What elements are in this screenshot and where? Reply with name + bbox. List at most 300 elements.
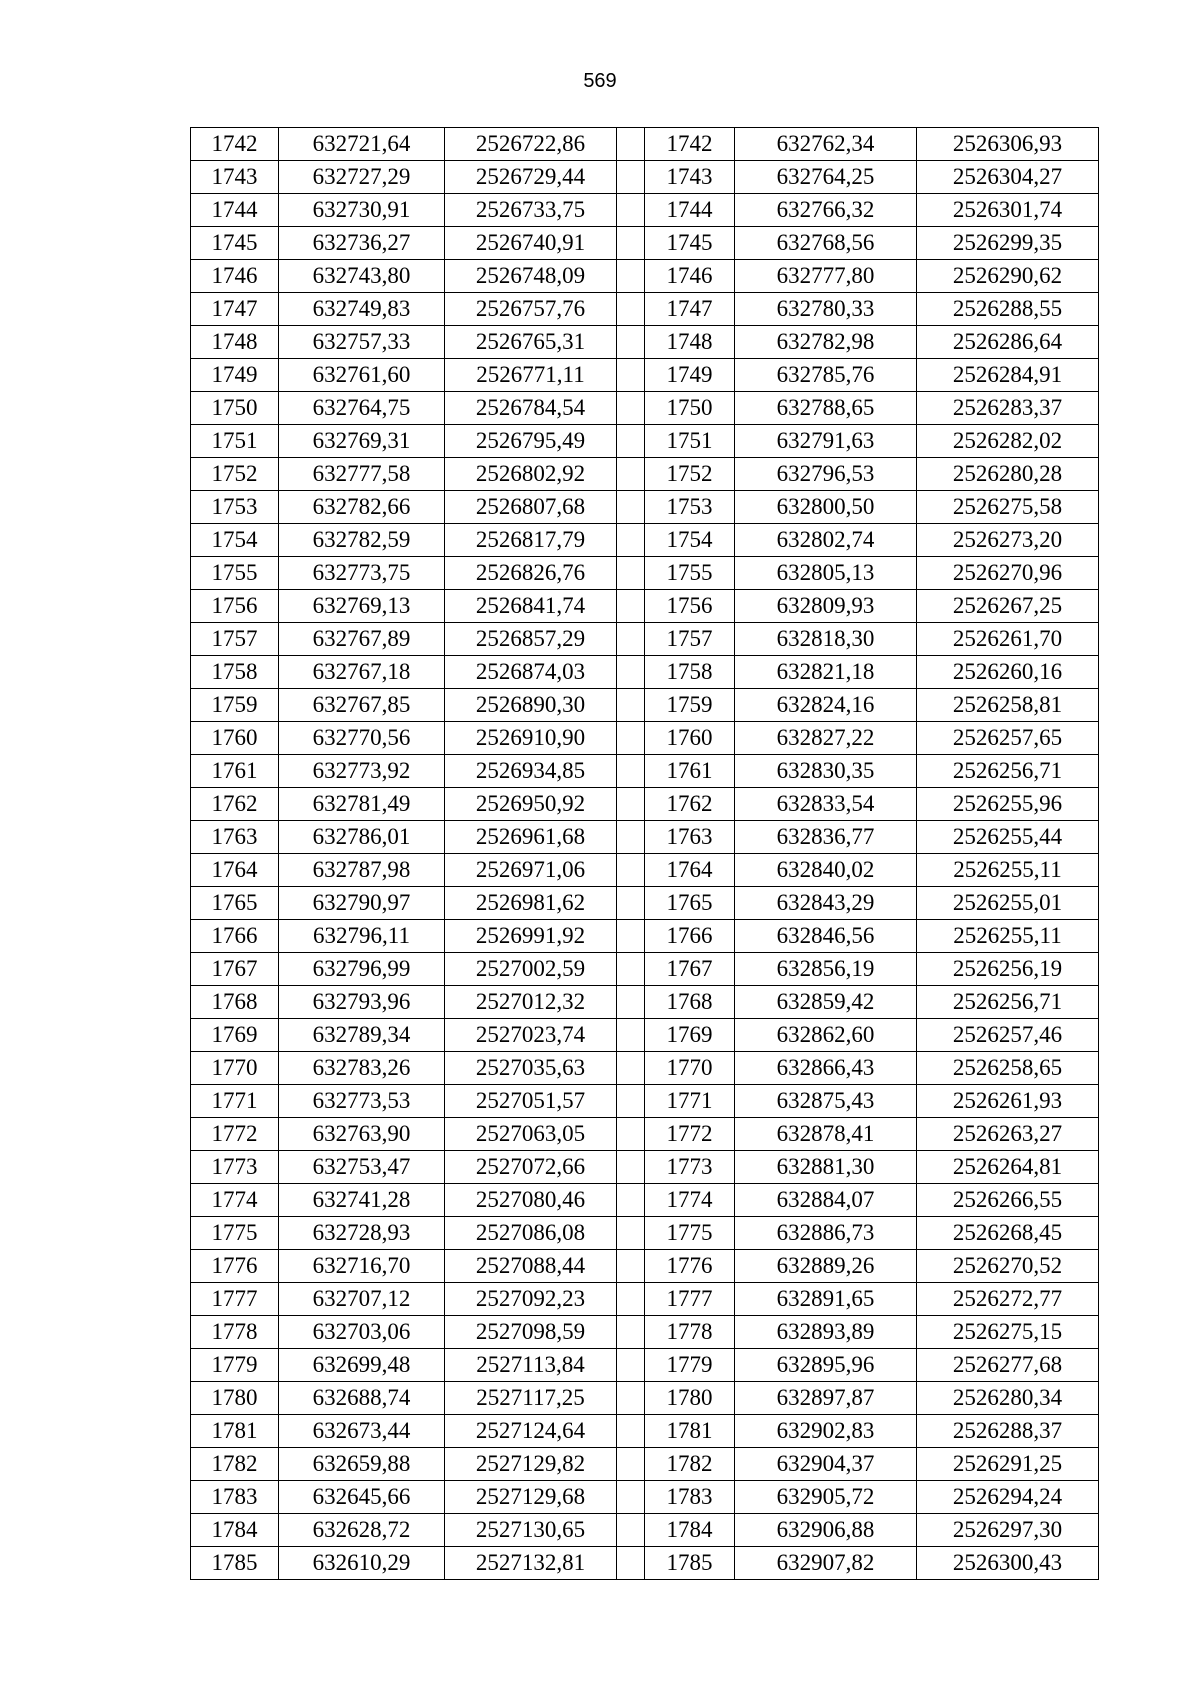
y-coordinate-cell: 2526288,37	[917, 1415, 1099, 1448]
y-coordinate-cell: 2527023,74	[445, 1019, 617, 1052]
x-coordinate-cell: 632840,02	[735, 854, 917, 887]
spacer-cell	[617, 656, 645, 689]
point-number-cell: 1748	[645, 326, 735, 359]
y-coordinate-cell: 2526297,30	[917, 1514, 1099, 1547]
point-number-cell: 1767	[191, 953, 279, 986]
x-coordinate-cell: 632906,88	[735, 1514, 917, 1547]
x-coordinate-cell: 632770,56	[279, 722, 445, 755]
x-coordinate-cell: 632821,18	[735, 656, 917, 689]
x-coordinate-cell: 632809,93	[735, 590, 917, 623]
point-number-cell: 1747	[191, 293, 279, 326]
y-coordinate-cell: 2526991,92	[445, 920, 617, 953]
y-coordinate-cell: 2527124,64	[445, 1415, 617, 1448]
table-row	[191, 557, 1099, 590]
y-coordinate-cell: 2526950,92	[445, 788, 617, 821]
y-coordinate-cell: 2526784,54	[445, 392, 617, 425]
point-number-cell: 1759	[191, 689, 279, 722]
spacer-cell	[617, 623, 645, 656]
point-number-cell: 1758	[645, 656, 735, 689]
point-number-cell: 1766	[191, 920, 279, 953]
x-coordinate-cell: 632886,73	[735, 1217, 917, 1250]
y-coordinate-cell: 2526270,52	[917, 1250, 1099, 1283]
point-number-cell: 1772	[645, 1118, 735, 1151]
y-coordinate-cell: 2526300,43	[917, 1547, 1099, 1580]
point-number-cell: 1751	[645, 425, 735, 458]
spacer-cell	[617, 260, 645, 293]
point-number-cell: 1783	[191, 1481, 279, 1514]
y-coordinate-cell: 2526765,31	[445, 326, 617, 359]
x-coordinate-cell: 632856,19	[735, 953, 917, 986]
point-number-cell: 1777	[191, 1283, 279, 1316]
x-coordinate-cell: 632761,60	[279, 359, 445, 392]
point-number-cell: 1777	[645, 1283, 735, 1316]
x-coordinate-cell: 632673,44	[279, 1415, 445, 1448]
y-coordinate-cell: 2526284,91	[917, 359, 1099, 392]
spacer-cell	[617, 425, 645, 458]
table-row	[191, 326, 1099, 359]
x-coordinate-cell: 632800,50	[735, 491, 917, 524]
point-number-cell: 1754	[191, 524, 279, 557]
point-number-cell: 1749	[191, 359, 279, 392]
table-row	[191, 1217, 1099, 1250]
table-row	[191, 1184, 1099, 1217]
spacer-cell	[617, 1217, 645, 1250]
x-coordinate-cell: 632875,43	[735, 1085, 917, 1118]
y-coordinate-cell: 2526890,30	[445, 689, 617, 722]
x-coordinate-cell: 632793,96	[279, 986, 445, 1019]
x-coordinate-cell: 632788,65	[735, 392, 917, 425]
x-coordinate-cell: 632881,30	[735, 1151, 917, 1184]
y-coordinate-cell: 2526283,37	[917, 392, 1099, 425]
spacer-cell	[617, 1481, 645, 1514]
x-coordinate-cell: 632767,85	[279, 689, 445, 722]
y-coordinate-cell: 2527051,57	[445, 1085, 617, 1118]
x-coordinate-cell: 632628,72	[279, 1514, 445, 1547]
x-coordinate-cell: 632749,83	[279, 293, 445, 326]
x-coordinate-cell: 632805,13	[735, 557, 917, 590]
point-number-cell: 1753	[191, 491, 279, 524]
spacer-cell	[617, 1382, 645, 1415]
x-coordinate-cell: 632827,22	[735, 722, 917, 755]
x-coordinate-cell: 632904,37	[735, 1448, 917, 1481]
point-number-cell: 1780	[645, 1382, 735, 1415]
table-row	[191, 953, 1099, 986]
x-coordinate-cell: 632762,34	[735, 128, 917, 161]
x-coordinate-cell: 632777,80	[735, 260, 917, 293]
point-number-cell: 1774	[191, 1184, 279, 1217]
x-coordinate-cell: 632773,75	[279, 557, 445, 590]
spacer-cell	[617, 161, 645, 194]
y-coordinate-cell: 2526260,16	[917, 656, 1099, 689]
x-coordinate-cell: 632859,42	[735, 986, 917, 1019]
point-number-cell: 1743	[191, 161, 279, 194]
y-coordinate-cell: 2526722,86	[445, 128, 617, 161]
table-row	[191, 491, 1099, 524]
y-coordinate-cell: 2526267,25	[917, 590, 1099, 623]
y-coordinate-cell: 2526740,91	[445, 227, 617, 260]
table-row	[191, 293, 1099, 326]
spacer-cell	[617, 524, 645, 557]
point-number-cell: 1785	[645, 1547, 735, 1580]
point-number-cell: 1760	[191, 722, 279, 755]
x-coordinate-cell: 632791,63	[735, 425, 917, 458]
x-coordinate-cell: 632727,29	[279, 161, 445, 194]
x-coordinate-cell: 632787,98	[279, 854, 445, 887]
point-number-cell: 1768	[645, 986, 735, 1019]
point-number-cell: 1742	[645, 128, 735, 161]
x-coordinate-cell: 632773,53	[279, 1085, 445, 1118]
x-coordinate-cell: 632610,29	[279, 1547, 445, 1580]
spacer-cell	[617, 821, 645, 854]
x-coordinate-cell: 632721,64	[279, 128, 445, 161]
spacer-cell	[617, 1151, 645, 1184]
spacer-cell	[617, 128, 645, 161]
x-coordinate-cell: 632862,60	[735, 1019, 917, 1052]
point-number-cell: 1746	[191, 260, 279, 293]
point-number-cell: 1763	[191, 821, 279, 854]
point-number-cell: 1762	[191, 788, 279, 821]
spacer-cell	[617, 293, 645, 326]
y-coordinate-cell: 2526280,34	[917, 1382, 1099, 1415]
y-coordinate-cell: 2526268,45	[917, 1217, 1099, 1250]
spacer-cell	[617, 1250, 645, 1283]
point-number-cell: 1751	[191, 425, 279, 458]
x-coordinate-cell: 632843,29	[735, 887, 917, 920]
table-row	[191, 854, 1099, 887]
y-coordinate-cell: 2526257,46	[917, 1019, 1099, 1052]
point-number-cell: 1778	[191, 1316, 279, 1349]
table-row	[191, 1514, 1099, 1547]
point-number-cell: 1781	[191, 1415, 279, 1448]
x-coordinate-cell: 632782,98	[735, 326, 917, 359]
y-coordinate-cell: 2527072,66	[445, 1151, 617, 1184]
spacer-cell	[617, 1052, 645, 1085]
x-coordinate-cell: 632728,93	[279, 1217, 445, 1250]
point-number-cell: 1784	[645, 1514, 735, 1547]
spacer-cell	[617, 689, 645, 722]
x-coordinate-cell: 632659,88	[279, 1448, 445, 1481]
y-coordinate-cell: 2526304,27	[917, 161, 1099, 194]
table-row	[191, 920, 1099, 953]
y-coordinate-cell: 2527080,46	[445, 1184, 617, 1217]
x-coordinate-cell: 632716,70	[279, 1250, 445, 1283]
table-row	[191, 227, 1099, 260]
point-number-cell: 1755	[645, 557, 735, 590]
x-coordinate-cell: 632796,11	[279, 920, 445, 953]
point-number-cell: 1774	[645, 1184, 735, 1217]
y-coordinate-cell: 2526256,19	[917, 953, 1099, 986]
table-row	[191, 1349, 1099, 1382]
point-number-cell: 1784	[191, 1514, 279, 1547]
point-number-cell: 1748	[191, 326, 279, 359]
point-number-cell: 1765	[191, 887, 279, 920]
spacer-cell	[617, 1514, 645, 1547]
x-coordinate-cell: 632757,33	[279, 326, 445, 359]
y-coordinate-cell: 2526981,62	[445, 887, 617, 920]
y-coordinate-cell: 2526795,49	[445, 425, 617, 458]
table-row	[191, 887, 1099, 920]
spacer-cell	[617, 491, 645, 524]
y-coordinate-cell: 2526255,96	[917, 788, 1099, 821]
spacer-cell	[617, 788, 645, 821]
table-row	[191, 986, 1099, 1019]
y-coordinate-cell: 2526934,85	[445, 755, 617, 788]
point-number-cell: 1756	[191, 590, 279, 623]
y-coordinate-cell: 2527002,59	[445, 953, 617, 986]
table-row	[191, 524, 1099, 557]
point-number-cell: 1773	[191, 1151, 279, 1184]
point-number-cell: 1744	[645, 194, 735, 227]
table-row	[191, 392, 1099, 425]
y-coordinate-cell: 2526275,15	[917, 1316, 1099, 1349]
x-coordinate-cell: 632741,28	[279, 1184, 445, 1217]
point-number-cell: 1754	[645, 524, 735, 557]
table-row	[191, 656, 1099, 689]
spacer-cell	[617, 1415, 645, 1448]
x-coordinate-cell: 632866,43	[735, 1052, 917, 1085]
y-coordinate-cell: 2526874,03	[445, 656, 617, 689]
x-coordinate-cell: 632736,27	[279, 227, 445, 260]
point-number-cell: 1756	[645, 590, 735, 623]
table-row	[191, 1019, 1099, 1052]
x-coordinate-cell: 632846,56	[735, 920, 917, 953]
table-row	[191, 1316, 1099, 1349]
x-coordinate-cell: 632645,66	[279, 1481, 445, 1514]
spacer-cell	[617, 227, 645, 260]
spacer-cell	[617, 920, 645, 953]
point-number-cell: 1785	[191, 1547, 279, 1580]
y-coordinate-cell: 2527117,25	[445, 1382, 617, 1415]
x-coordinate-cell: 632895,96	[735, 1349, 917, 1382]
y-coordinate-cell: 2526255,44	[917, 821, 1099, 854]
table-row	[191, 788, 1099, 821]
point-number-cell: 1771	[645, 1085, 735, 1118]
point-number-cell: 1745	[191, 227, 279, 260]
x-coordinate-cell: 632781,49	[279, 788, 445, 821]
spacer-cell	[617, 1349, 645, 1382]
spacer-cell	[617, 1316, 645, 1349]
spacer-cell	[617, 458, 645, 491]
y-coordinate-cell: 2526857,29	[445, 623, 617, 656]
point-number-cell: 1757	[645, 623, 735, 656]
x-coordinate-cell: 632782,66	[279, 491, 445, 524]
y-coordinate-cell: 2526256,71	[917, 755, 1099, 788]
point-number-cell: 1775	[645, 1217, 735, 1250]
point-number-cell: 1768	[191, 986, 279, 1019]
point-number-cell: 1760	[645, 722, 735, 755]
x-coordinate-cell: 632780,33	[735, 293, 917, 326]
x-coordinate-cell: 632764,25	[735, 161, 917, 194]
y-coordinate-cell: 2526263,27	[917, 1118, 1099, 1151]
point-number-cell: 1775	[191, 1217, 279, 1250]
x-coordinate-cell: 632897,87	[735, 1382, 917, 1415]
point-number-cell: 1776	[645, 1250, 735, 1283]
table-row	[191, 821, 1099, 854]
x-coordinate-cell: 632891,65	[735, 1283, 917, 1316]
y-coordinate-cell: 2526748,09	[445, 260, 617, 293]
y-coordinate-cell: 2526272,77	[917, 1283, 1099, 1316]
y-coordinate-cell: 2526971,06	[445, 854, 617, 887]
y-coordinate-cell: 2527129,82	[445, 1448, 617, 1481]
y-coordinate-cell: 2526256,71	[917, 986, 1099, 1019]
x-coordinate-cell: 632889,26	[735, 1250, 917, 1283]
table-row	[191, 623, 1099, 656]
point-number-cell: 1779	[191, 1349, 279, 1382]
table-row	[191, 1052, 1099, 1085]
table-row	[191, 260, 1099, 293]
y-coordinate-cell: 2527098,59	[445, 1316, 617, 1349]
y-coordinate-cell: 2526270,96	[917, 557, 1099, 590]
table-row	[191, 161, 1099, 194]
y-coordinate-cell: 2526261,70	[917, 623, 1099, 656]
point-number-cell: 1757	[191, 623, 279, 656]
point-number-cell: 1762	[645, 788, 735, 821]
y-coordinate-cell: 2526294,24	[917, 1481, 1099, 1514]
y-coordinate-cell: 2526286,64	[917, 326, 1099, 359]
y-coordinate-cell: 2526301,74	[917, 194, 1099, 227]
point-number-cell: 1783	[645, 1481, 735, 1514]
x-coordinate-cell: 632790,97	[279, 887, 445, 920]
table-row	[191, 128, 1099, 161]
y-coordinate-cell: 2526299,35	[917, 227, 1099, 260]
table-row	[191, 722, 1099, 755]
y-coordinate-cell: 2526255,11	[917, 920, 1099, 953]
point-number-cell: 1752	[191, 458, 279, 491]
x-coordinate-cell: 632905,72	[735, 1481, 917, 1514]
coordinates-table	[190, 127, 1099, 1580]
y-coordinate-cell: 2526277,68	[917, 1349, 1099, 1382]
point-number-cell: 1755	[191, 557, 279, 590]
x-coordinate-cell: 632777,58	[279, 458, 445, 491]
table-row	[191, 1382, 1099, 1415]
point-number-cell: 1776	[191, 1250, 279, 1283]
x-coordinate-cell: 632768,56	[735, 227, 917, 260]
x-coordinate-cell: 632743,80	[279, 260, 445, 293]
coordinates-table-body	[191, 128, 1099, 1580]
point-number-cell: 1778	[645, 1316, 735, 1349]
y-coordinate-cell: 2527130,65	[445, 1514, 617, 1547]
x-coordinate-cell: 632833,54	[735, 788, 917, 821]
x-coordinate-cell: 632764,75	[279, 392, 445, 425]
y-coordinate-cell: 2527092,23	[445, 1283, 617, 1316]
table-row	[191, 689, 1099, 722]
table-row	[191, 590, 1099, 623]
y-coordinate-cell: 2526275,58	[917, 491, 1099, 524]
spacer-cell	[617, 854, 645, 887]
x-coordinate-cell: 632818,30	[735, 623, 917, 656]
x-coordinate-cell: 632730,91	[279, 194, 445, 227]
point-number-cell: 1764	[645, 854, 735, 887]
table-row	[191, 1118, 1099, 1151]
point-number-cell: 1773	[645, 1151, 735, 1184]
point-number-cell: 1752	[645, 458, 735, 491]
x-coordinate-cell: 632753,47	[279, 1151, 445, 1184]
table-row	[191, 1415, 1099, 1448]
point-number-cell: 1779	[645, 1349, 735, 1382]
point-number-cell: 1759	[645, 689, 735, 722]
x-coordinate-cell: 632824,16	[735, 689, 917, 722]
point-number-cell: 1782	[645, 1448, 735, 1481]
point-number-cell: 1745	[645, 227, 735, 260]
y-coordinate-cell: 2527012,32	[445, 986, 617, 1019]
x-coordinate-cell: 632796,53	[735, 458, 917, 491]
x-coordinate-cell: 632766,32	[735, 194, 917, 227]
y-coordinate-cell: 2526290,62	[917, 260, 1099, 293]
spacer-cell	[617, 326, 645, 359]
spacer-cell	[617, 1118, 645, 1151]
point-number-cell: 1767	[645, 953, 735, 986]
x-coordinate-cell: 632699,48	[279, 1349, 445, 1382]
spacer-cell	[617, 722, 645, 755]
x-coordinate-cell: 632884,07	[735, 1184, 917, 1217]
point-number-cell: 1761	[645, 755, 735, 788]
table-row	[191, 1283, 1099, 1316]
x-coordinate-cell: 632878,41	[735, 1118, 917, 1151]
y-coordinate-cell: 2527129,68	[445, 1481, 617, 1514]
x-coordinate-cell: 632773,92	[279, 755, 445, 788]
point-number-cell: 1770	[645, 1052, 735, 1085]
x-coordinate-cell: 632836,77	[735, 821, 917, 854]
y-coordinate-cell: 2526266,55	[917, 1184, 1099, 1217]
x-coordinate-cell: 632907,82	[735, 1547, 917, 1580]
page-number: 569	[583, 70, 617, 92]
y-coordinate-cell: 2526306,93	[917, 128, 1099, 161]
table-row	[191, 755, 1099, 788]
x-coordinate-cell: 632703,06	[279, 1316, 445, 1349]
y-coordinate-cell: 2527086,08	[445, 1217, 617, 1250]
y-coordinate-cell: 2527088,44	[445, 1250, 617, 1283]
x-coordinate-cell: 632796,99	[279, 953, 445, 986]
y-coordinate-cell: 2526817,79	[445, 524, 617, 557]
point-number-cell: 1763	[645, 821, 735, 854]
spacer-cell	[617, 1547, 645, 1580]
point-number-cell: 1742	[191, 128, 279, 161]
x-coordinate-cell: 632707,12	[279, 1283, 445, 1316]
table-row	[191, 458, 1099, 491]
point-number-cell: 1766	[645, 920, 735, 953]
x-coordinate-cell: 632783,26	[279, 1052, 445, 1085]
y-coordinate-cell: 2526841,74	[445, 590, 617, 623]
point-number-cell: 1758	[191, 656, 279, 689]
y-coordinate-cell: 2526273,20	[917, 524, 1099, 557]
y-coordinate-cell: 2526264,81	[917, 1151, 1099, 1184]
point-number-cell: 1770	[191, 1052, 279, 1085]
x-coordinate-cell: 632767,89	[279, 623, 445, 656]
table-row	[191, 194, 1099, 227]
point-number-cell: 1769	[645, 1019, 735, 1052]
x-coordinate-cell: 632763,90	[279, 1118, 445, 1151]
spacer-cell	[617, 1019, 645, 1052]
y-coordinate-cell: 2527132,81	[445, 1547, 617, 1580]
y-coordinate-cell: 2526802,92	[445, 458, 617, 491]
spacer-cell	[617, 1085, 645, 1118]
spacer-cell	[617, 887, 645, 920]
spacer-cell	[617, 755, 645, 788]
table-row	[191, 359, 1099, 392]
y-coordinate-cell: 2526961,68	[445, 821, 617, 854]
spacer-cell	[617, 392, 645, 425]
y-coordinate-cell: 2527063,05	[445, 1118, 617, 1151]
x-coordinate-cell: 632789,34	[279, 1019, 445, 1052]
y-coordinate-cell: 2526771,11	[445, 359, 617, 392]
spacer-cell	[617, 1283, 645, 1316]
y-coordinate-cell: 2526261,93	[917, 1085, 1099, 1118]
y-coordinate-cell: 2526255,11	[917, 854, 1099, 887]
y-coordinate-cell: 2526280,28	[917, 458, 1099, 491]
y-coordinate-cell: 2526757,76	[445, 293, 617, 326]
table-row	[191, 1250, 1099, 1283]
x-coordinate-cell: 632782,59	[279, 524, 445, 557]
